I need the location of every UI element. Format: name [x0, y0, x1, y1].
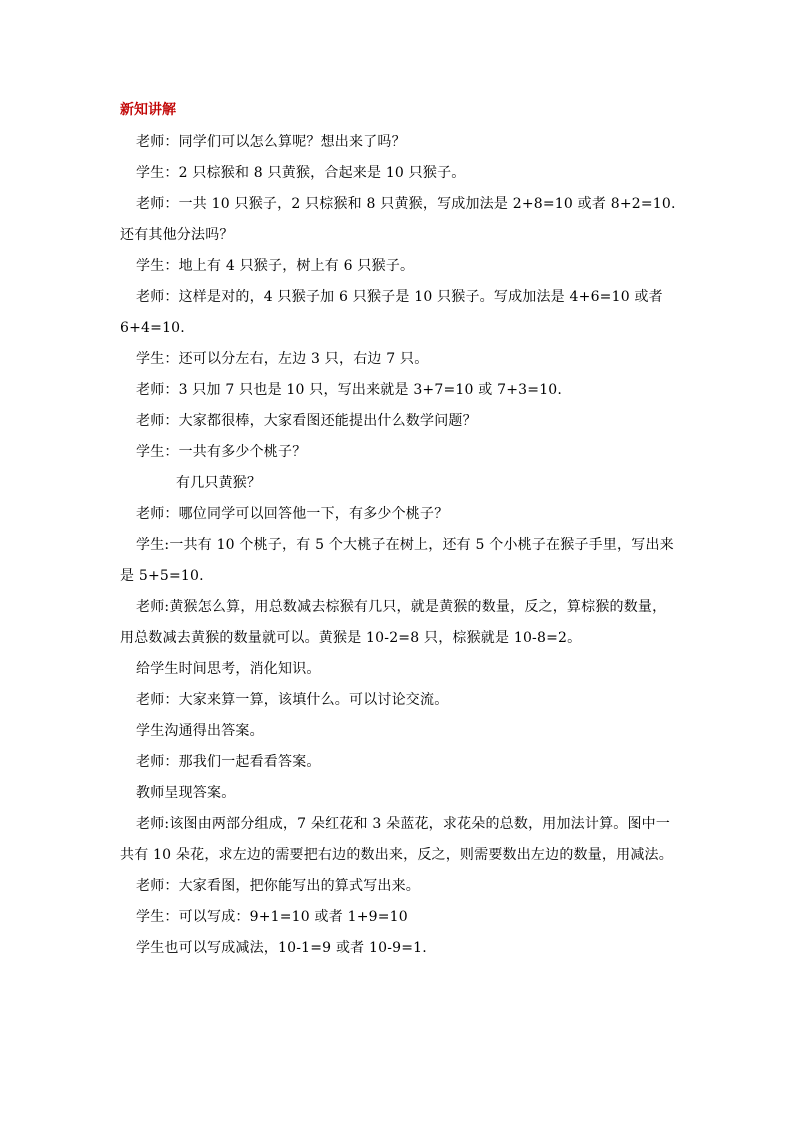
- dialogue-line: 学生:一共有 10 个桃子，有 5 个大桃子在树上，还有 5 个小桃子在猴子手里，写出来是 5+5=10.: [120, 537, 674, 584]
- dialogue-line: 学生：还可以分左右，左边 3 只，右边 7 只。: [136, 351, 429, 367]
- dialogue-line: 老师：大家来算一算，该填什么。可以讨论交流。: [136, 692, 449, 708]
- dialogue-line: 老师：同学们可以怎么算呢？想出来了吗？: [136, 134, 406, 150]
- dialogue-line: 老师：一共 10 只猴子，2 只棕猴和 8 只黄猴，写成加法是 2+8=10 或者 8+2=10.还有其他分法吗？: [120, 196, 676, 243]
- dialogue-line: 学生沟通得出答案。: [136, 723, 264, 739]
- dialogue-line: 老师：3 只加 7 只也是 10 只，写出来就是 3+7=10 或 7+3=10.: [136, 382, 563, 398]
- dialogue-line-continuation: 有几只黄猴？: [176, 475, 262, 491]
- dialogue-line: 老师：大家看图，把你能写出的算式写出来。: [136, 878, 420, 894]
- dialogue-line: 教师呈现答案。: [136, 785, 236, 801]
- document-body: [120, 98, 676, 964]
- dialogue-line: 给学生时间思考，消化知识。: [136, 661, 321, 677]
- dialogue-line: 老师：大家都很棒，大家看图还能提出什么数学问题？: [136, 413, 477, 429]
- dialogue-line: 老师:黄猴怎么算，用总数减去棕猴有几只，就是黄猴的数量，反之，算棕猴的数量，用总数减去黄猴的数量就可以。黄猴是 10-2=8 只，棕猴就是 10-8=2。: [120, 599, 667, 646]
- dialogue-line: 老师:该图由两部分组成，7 朵红花和 3 朵蓝花，求花朵的总数，用加法计算。图中一共有 10 朵花，求左边的需要把右边的数出来，反之，则需要数出左边的数量，用减法。: [120, 816, 673, 863]
- dialogue-line: 学生：2 只棕猴和 8 只黄猴，合起来是 10 只猴子。: [136, 165, 466, 181]
- dialogue-line: 学生：地上有 4 只猴子，树上有 6 只猴子。: [136, 258, 415, 274]
- dialogue-line: 老师：那我们一起看看答案。: [136, 754, 321, 770]
- dialogue-line: 老师：这样是对的，4 只猴子加 6 只猴子是 10 只猴子。写成加法是 4+6=10 或者 6+4=10.: [120, 289, 663, 336]
- dialogue-line: 学生也可以写成减法，10-1=9 或者 10-9=1.: [136, 940, 427, 956]
- dialogue-line: 学生：可以写成：9+1=10 或者 1+9=10: [136, 909, 408, 925]
- dialogue-line: 老师：哪位同学可以回答他一下，有多少个桃子？: [136, 506, 449, 522]
- dialogue-line: 学生：一共有多少个桃子？: [136, 444, 307, 460]
- section-heading: 新知讲解: [120, 102, 176, 118]
